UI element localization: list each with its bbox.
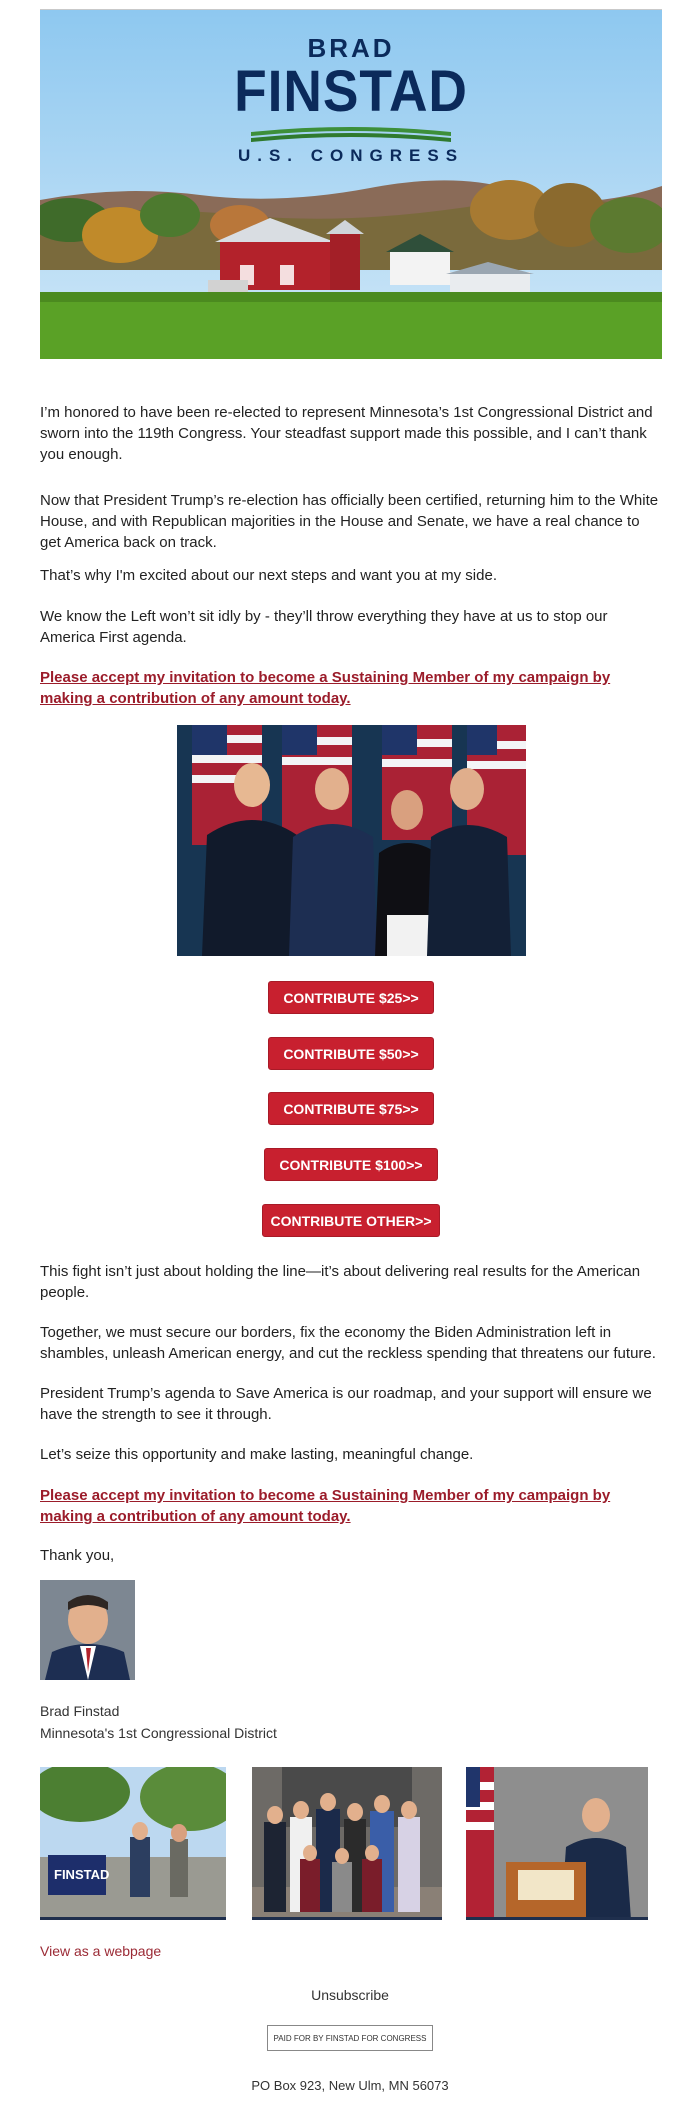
podium-photo-image [466,1767,648,1920]
signature-title: Minnesota's 1st Congressional District [40,1725,277,1741]
view-as-webpage-link[interactable]: View as a webpage [40,1943,162,1959]
body-paragraph-5: This fight isn’t just about holding the line—it’s about delivering real results for the American people. [40,1263,641,1301]
parade-photo-image [40,1767,226,1920]
logo-office: U.S. CONGRESS [237,146,465,165]
sustaining-member-link-2[interactable] [40,1485,662,1527]
sustaining-member-link-2-text[interactable]: Please accept my invitation to become a Sustaining Member of my campaign by making a contribution of any amount today. [40,1487,611,1525]
sustaining-member-link-1[interactable] [40,667,662,709]
body-paragraph-8: Let’s seize this opportunity and make lasting, meaningful change. [40,1446,474,1463]
unsubscribe-text[interactable]: Unsubscribe [311,1987,389,2003]
unsubscribe-link[interactable] [0,1987,700,2003]
group-photo-image [177,725,526,956]
header-banner [40,10,662,359]
podium-photo [466,1767,648,1920]
logo-field-stripes-icon [251,124,451,146]
contribute-100-button[interactable]: CONTRIBUTE $100>> [264,1148,438,1181]
body-paragraph-6: Together, we must secure our borders, fix the economy the Biden Administration left in shambles, unleash American energy, and cut the reckless spending that threatens our future. [40,1324,656,1362]
body-paragraph-2: Now that President Trump’s re-election has officially been certified, returning him to the White House, and with Republican majorities in the House and Senate, we have a real chance to get America back on track. [40,492,659,551]
contribute-25-button[interactable]: CONTRIBUTE $25>> [268,981,434,1014]
logo-first-name: BRAD [307,33,395,63]
thank-you-text: Thank you, [40,1547,115,1564]
mailing-address: PO Box 923, New Ulm, MN 56073 [251,2078,449,2093]
campaign-logo [40,34,662,166]
contribute-other-button[interactable]: CONTRIBUTE OTHER>> [262,1204,440,1237]
body-paragraph-3: That’s why I'm excited about our next steps and want you at my side. [40,567,497,584]
family-photo [252,1767,442,1920]
sustaining-member-link-1-text[interactable]: Please accept my invitation to become a Sustaining Member of my campaign by making a contribution of any amount today. [40,669,611,707]
body-paragraph-7: President Trump’s agenda to Save America is our roadmap, and your support will ensure we have the strength to see it through. [40,1385,652,1423]
paid-for-disclaimer-box [267,2025,433,2051]
family-photo-image [252,1767,442,1920]
signature-headshot [40,1580,135,1680]
campaign-sign-text: FINSTAD [54,1867,110,1882]
body-paragraph-4: We know the Left won’t sit idly by - they’ll throw everything they have at us to stop our America First agenda. [40,608,608,646]
contribute-75-button[interactable]: CONTRIBUTE $75>> [268,1092,434,1125]
paid-for-text: PAID FOR BY FINSTAD FOR CONGRESS [273,2033,427,2043]
logo-last-name: FINSTAD [234,59,468,124]
parade-photo [40,1767,226,1920]
signature-name: Brad Finstad [40,1703,120,1719]
signature-headshot-image [40,1580,135,1680]
body-paragraph-1: I’m honored to have been re-elected to represent Minnesota’s 1st Congressional District and sworn into the 119th Congress. Your steadfast support made this possible, and I can’t thank you enough. [40,404,653,463]
contribute-50-button[interactable]: CONTRIBUTE $50>> [268,1037,434,1070]
group-photo [177,725,526,956]
